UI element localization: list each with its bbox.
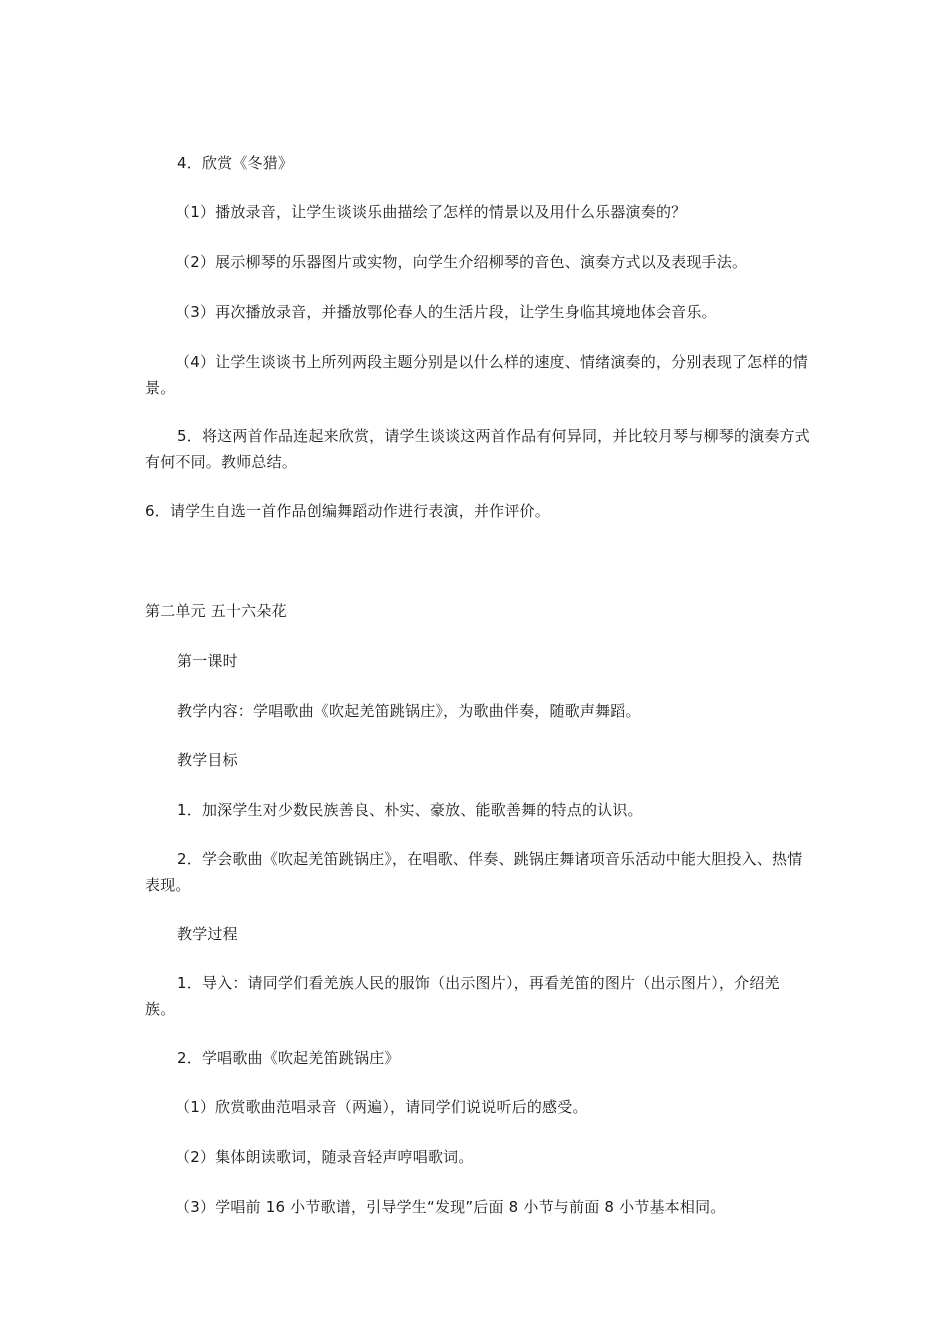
process-2-step-3: （3）学唱前 16 小节歌谱，引导学生“发现”后面 8 小节与前面 8 小节基本相同。	[175, 1198, 726, 1216]
teaching-goals-heading: 教学目标	[177, 751, 238, 769]
goal-2: 2．学会歌曲《吹起羌笛跳锅庄》，在唱歌、伴奏、跳锅庄舞诸项音乐活动中能大胆投入、热情表现。	[145, 850, 803, 894]
teaching-content: 教学内容：学唱歌曲《吹起羌笛跳锅庄》，为歌曲伴奏，随歌声舞蹈。	[177, 702, 641, 720]
lesson-title: 第一课时	[177, 652, 238, 670]
process-2-step-1: （1）欣赏歌曲范唱录音（两遍），请同学们说说听后的感受。	[175, 1098, 588, 1116]
item-4-heading: 4．欣赏《冬猎》	[177, 154, 294, 172]
item-5: 5．将这两首作品连起来欣赏，请学生谈谈这两首作品有何异同，并比较月琴与柳琴的演奏方式有何不同。教师总结。	[145, 427, 810, 471]
item-4-step-2: （2）展示柳琴的乐器图片或实物，向学生介绍柳琴的音色、演奏方式以及表现手法。	[175, 253, 748, 271]
item-4-step-3: （3）再次播放录音，并播放鄂伦春人的生活片段，让学生身临其境地体会音乐。	[175, 303, 717, 321]
item-4-step-4: （4）让学生谈谈书上所列两段主题分别是以什么样的速度、情绪演奏的，分别表现了怎样的情景。	[145, 353, 808, 397]
unit-title: 第二单元 五十六朵花	[145, 602, 287, 620]
process-1: 1．导入：请同学们看羌族人民的服饰（出示图片），再看羌笛的图片（出示图片），介绍羌族。	[145, 974, 780, 1018]
goal-1: 1．加深学生对少数民族善良、朴实、豪放、能歌善舞的特点的认识。	[177, 801, 643, 819]
item-4-step-1: （1）播放录音，让学生谈谈乐曲描绘了怎样的情景以及用什么乐器演奏的？	[175, 203, 687, 221]
process-2: 2．学唱歌曲《吹起羌笛跳锅庄》	[177, 1049, 400, 1067]
teaching-process-heading: 教学过程	[177, 925, 238, 943]
item-6: 6．请学生自选一首作品创编舞蹈动作进行表演，并作评价。	[145, 502, 550, 520]
process-2-step-2: （2）集体朗读歌词，随录音轻声哼唱歌词。	[175, 1148, 474, 1166]
